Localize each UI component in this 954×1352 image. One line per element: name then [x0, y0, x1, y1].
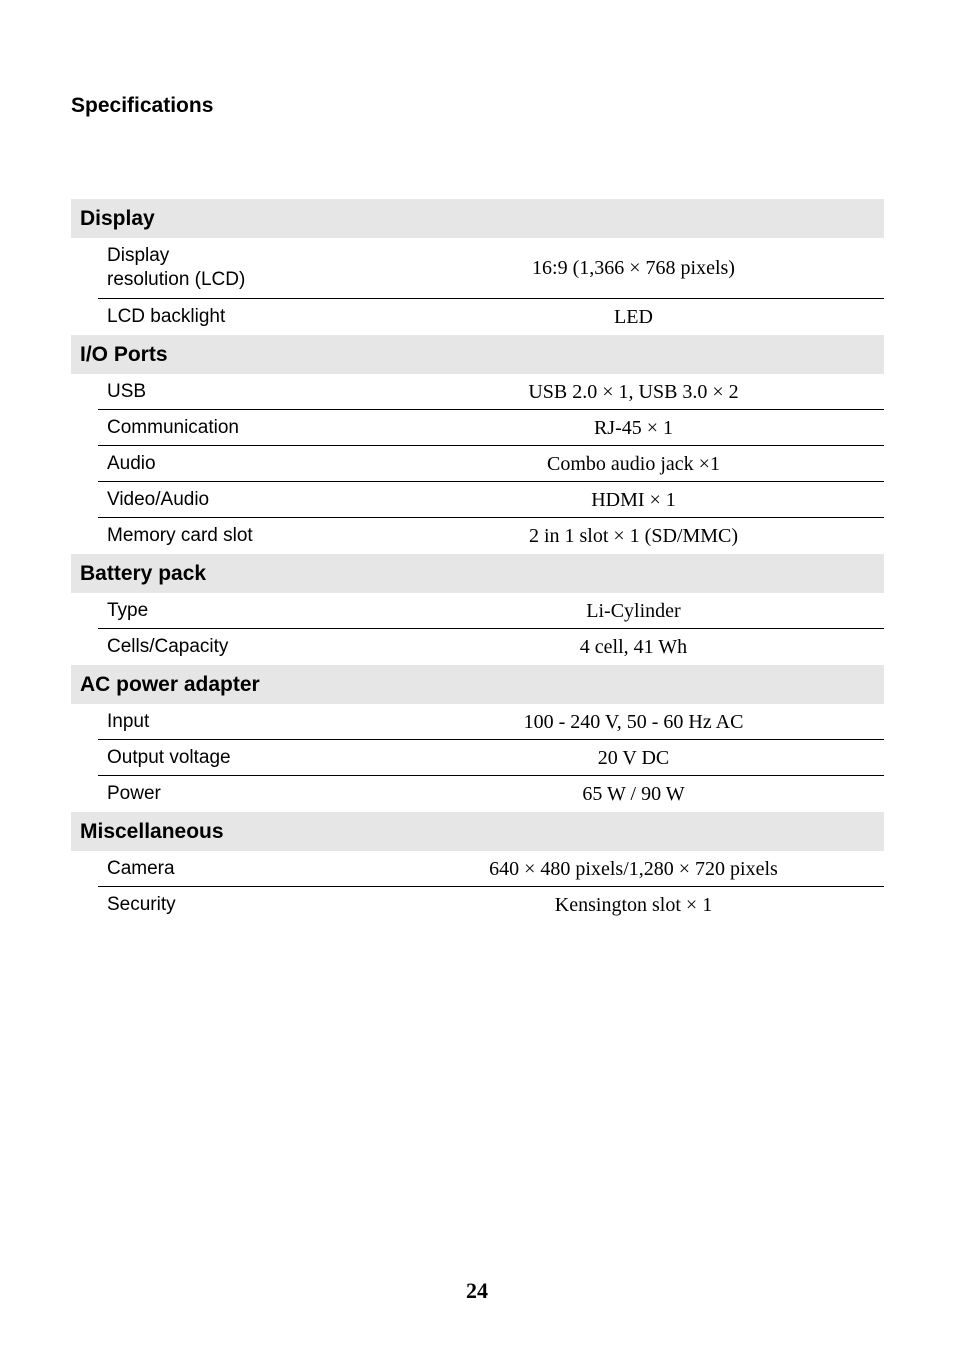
table-row: [98, 299, 884, 335]
spec-value: LED: [614, 306, 653, 328]
section-rows-display: [98, 238, 884, 335]
spec-label: Input: [107, 710, 150, 732]
spec-value: 65 W / 90 W: [582, 783, 685, 805]
specifications-table: [71, 199, 884, 923]
spec-label: Security: [107, 894, 176, 915]
section-rows-io-ports: [98, 374, 884, 554]
table-row: [98, 482, 884, 518]
section-rows-ac-power-adapter: [98, 704, 884, 812]
table-row: [98, 740, 884, 776]
section-header-miscellaneous: Miscellaneous: [71, 812, 884, 851]
spec-value: 640 × 480 pixels/1,280 × 720 pixels: [489, 857, 778, 880]
table-row: [98, 374, 884, 410]
spec-label: Video/Audio: [107, 488, 210, 510]
page-title: Specifications: [71, 94, 214, 117]
section-header-ac-power-adapter: AC power adapter: [71, 665, 884, 704]
spec-label: [98, 244, 383, 292]
spec-value: 100 - 240 V, 50 - 60 Hz AC: [523, 710, 744, 733]
spec-label: Cells/Capacity: [107, 636, 229, 657]
spec-label: Camera: [107, 857, 175, 879]
spec-value: 16:9 (1,366 × 768 pixels): [532, 257, 735, 279]
spec-label: Audio: [107, 452, 156, 474]
spec-value: Li-Cylinder: [586, 599, 681, 622]
table-row: [98, 410, 884, 446]
spec-label: LCD backlight: [107, 306, 226, 327]
section-header-io-ports: I/O Ports: [71, 335, 884, 374]
spec-value: 4 cell, 41 Wh: [579, 636, 688, 658]
table-row: [98, 446, 884, 482]
spec-value: Kensington slot × 1: [554, 894, 713, 916]
spec-label: Power: [107, 783, 161, 804]
table-row: [98, 629, 884, 665]
page-number: 24: [466, 1278, 488, 1303]
spec-value: 20 V DC: [597, 746, 670, 769]
spec-label-line: Display: [107, 245, 170, 266]
section-header-battery-pack: Battery pack: [71, 554, 884, 593]
table-row: [98, 518, 884, 554]
spec-label: Type: [107, 599, 149, 621]
spec-value: RJ-45 × 1: [593, 416, 674, 439]
table-row: [98, 776, 884, 812]
table-row: [98, 887, 884, 923]
table-row: [98, 593, 884, 629]
spec-value: 2 in 1 slot × 1 (SD/MMC): [528, 525, 739, 547]
table-row: [98, 704, 884, 740]
spec-value: USB 2.0 × 1, USB 3.0 × 2: [528, 380, 739, 403]
section-rows-battery-pack: [98, 593, 884, 665]
spec-label-line: resolution (LCD): [107, 269, 246, 290]
spec-label: USB: [107, 380, 147, 402]
table-row: [98, 851, 884, 887]
section-header-display: Display: [71, 199, 884, 238]
section-rows-miscellaneous: [98, 851, 884, 923]
spec-value: Combo audio jack ×1: [547, 452, 720, 475]
spec-label: Memory card slot: [107, 525, 253, 546]
spec-label: Communication: [107, 416, 239, 438]
table-row: [98, 238, 884, 299]
spec-label: Output voltage: [107, 746, 231, 768]
spec-value: HDMI × 1: [591, 488, 676, 511]
